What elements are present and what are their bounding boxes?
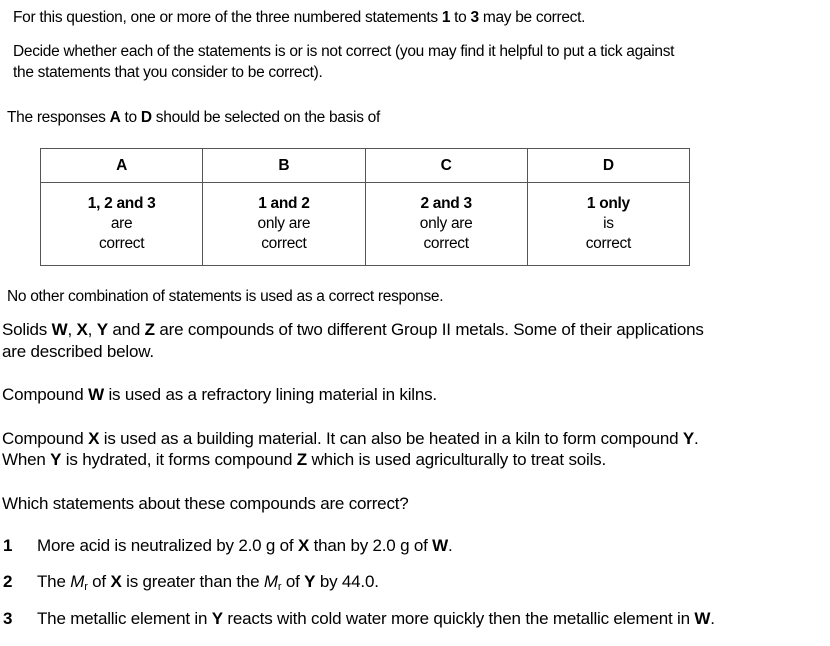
cell-a: 1, 2 and 3 are correct [41,183,203,266]
header-c: C [365,149,527,183]
statement-number-1: 1 [3,536,13,555]
header-b: B [203,149,365,183]
instruction-line-2b: the statements that you consider to be correct). [13,64,323,81]
statement-1: More acid is neutralized by 2.0 g of X than by 2.0 g of W. [37,536,453,555]
cell-c: 2 and 3 only are correct [365,183,527,266]
table-row [41,183,690,266]
question-intro-line-1: Solids W, X, Y and Z are compounds of two different Group II metals. Some of their applications [2,320,704,339]
header-a: A [41,149,203,183]
statement-number-3: 3 [3,609,13,628]
compound-x-paragraph-line-1: Compound X is used as a building material. It can also be heated in a kiln to form compound Y. [2,429,699,448]
statement-3: The metallic element in Y reacts with cold water more quickly then the metallic element in W. [37,609,715,628]
compound-x-paragraph-line-2: When Y is hydrated, it forms compound Z which is used agriculturally to treat soils. [2,450,606,469]
combination-note: No other combination of statements is used as a correct response. [7,288,444,305]
instruction-line-3: The responses A to D should be selected on the basis of [7,109,380,126]
cell-d: 1 only is correct [527,183,689,266]
instruction-line-1: For this question, one or more of the three numbered statements 1 to 3 may be correct. [13,9,586,26]
instruction-line-2a: Decide whether each of the statements is or is not correct (you may find it helpful to put a tick against [13,43,675,60]
compound-w-paragraph: Compound W is used as a refractory lining material in kilns. [2,385,437,404]
question-intro-line-2: are described below. [2,342,154,361]
statement-number-2: 2 [3,572,13,591]
cell-b: 1 and 2 only are correct [203,183,365,266]
question-prompt: Which statements about these compounds are correct? [2,494,409,513]
table-header-row [41,149,690,183]
statement-2: The $M_r$ of X is greater than the $M_r$ of Y by 44.0. [37,572,379,593]
response-key-table [40,148,690,266]
header-d: D [527,149,689,183]
